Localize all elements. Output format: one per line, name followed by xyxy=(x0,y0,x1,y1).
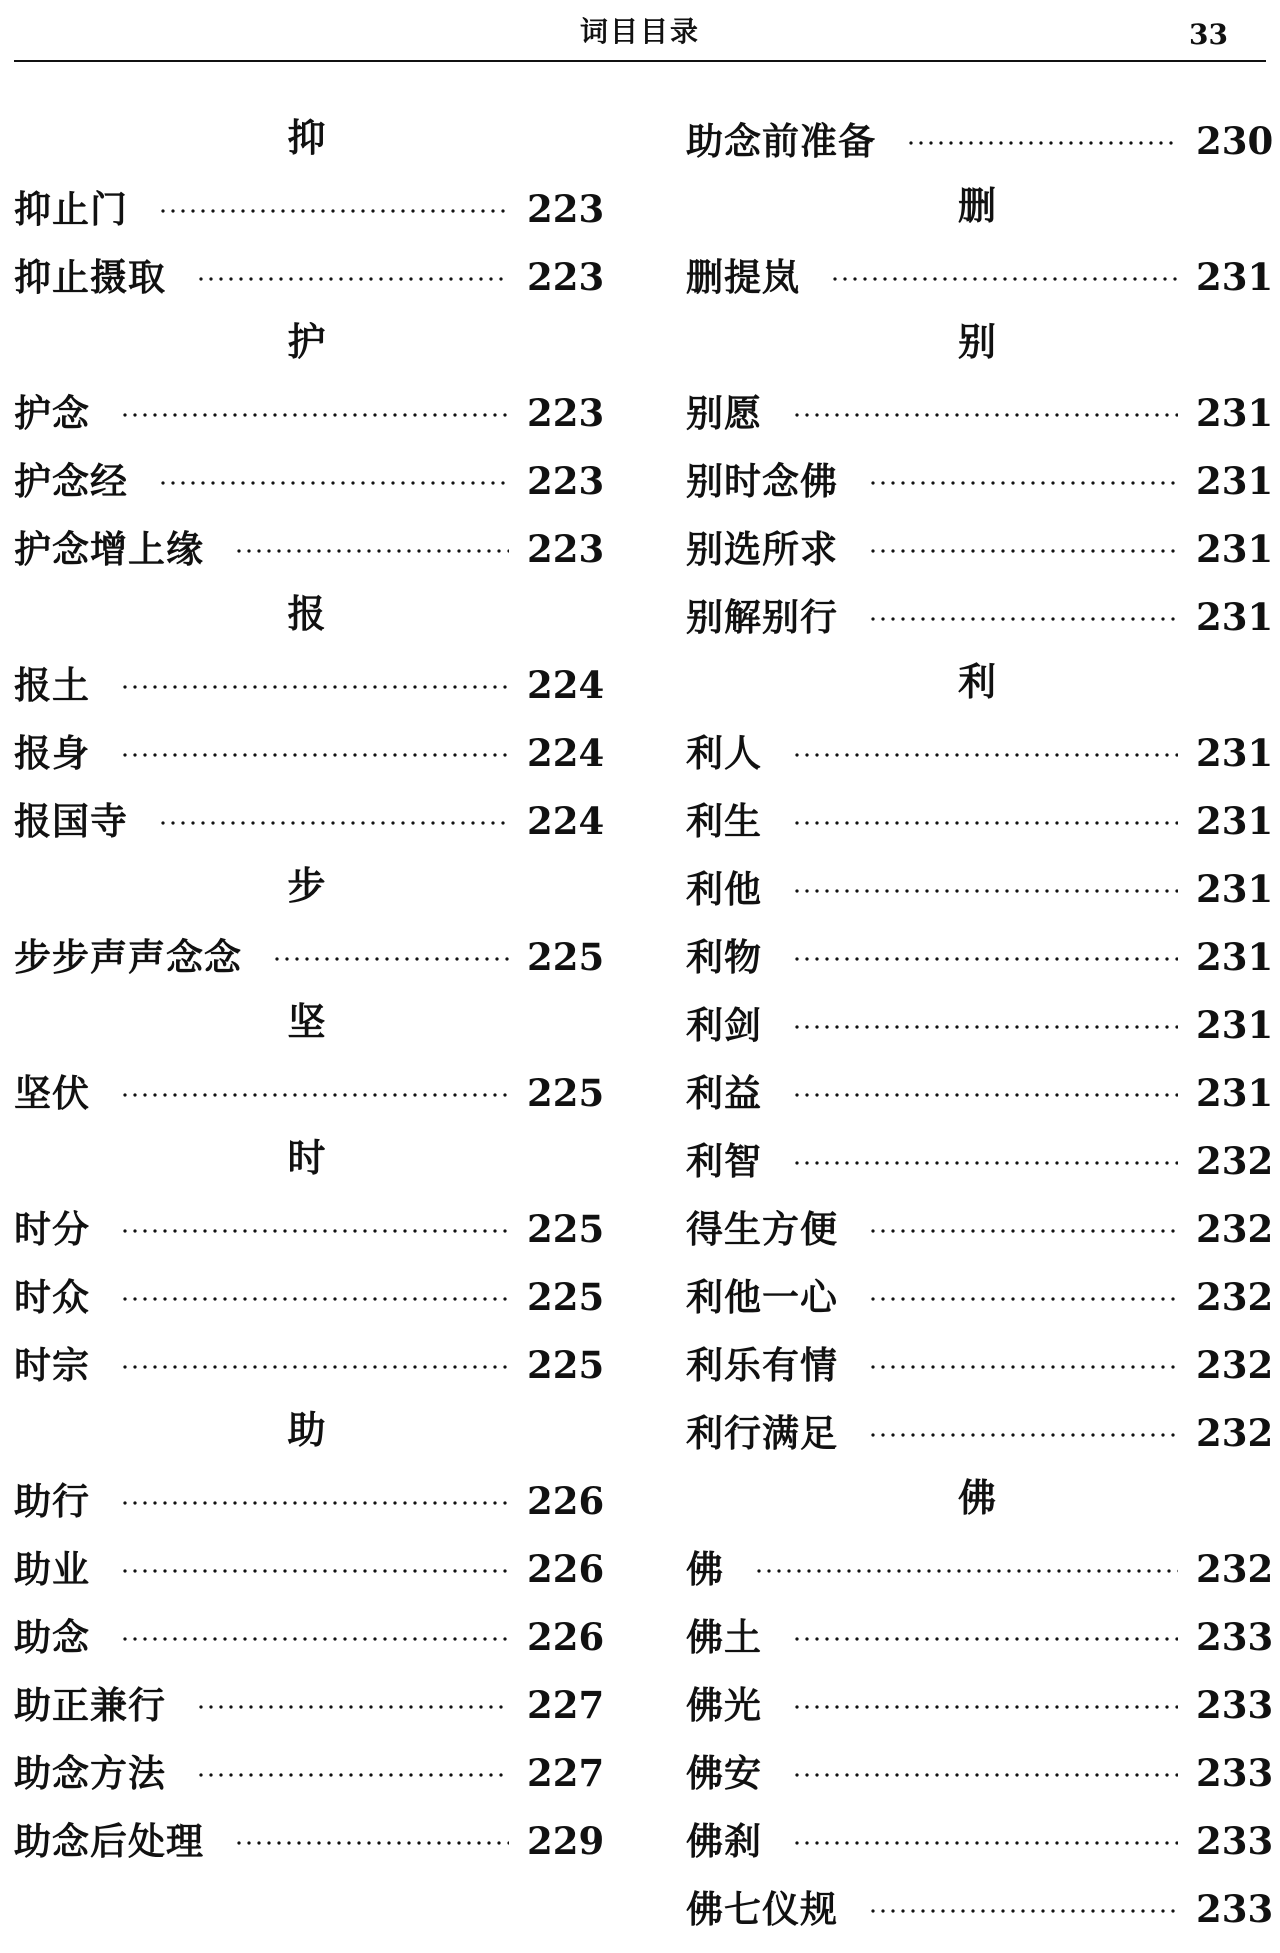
dot-leader xyxy=(792,413,1178,417)
entry-term: 时宗 xyxy=(14,1343,90,1387)
dot-leader xyxy=(120,1365,509,1369)
index-entry xyxy=(14,1668,605,1736)
entry-term: 护念 xyxy=(14,391,90,435)
dot-leader xyxy=(196,1705,509,1709)
index-entry xyxy=(14,1532,605,1600)
dot-leader xyxy=(792,1705,1178,1709)
index-entry xyxy=(686,784,1274,852)
dot-leader xyxy=(868,1433,1178,1437)
entry-term: 利智 xyxy=(686,1139,762,1183)
index-entry xyxy=(14,784,605,852)
entry-page-number: 232 xyxy=(1196,1139,1274,1183)
page-header xyxy=(0,0,1280,62)
entry-page-number: 232 xyxy=(1196,1343,1274,1387)
entry-term: 利剑 xyxy=(686,1003,762,1047)
index-entry xyxy=(14,1736,605,1804)
entry-page-number: 223 xyxy=(527,459,605,503)
dot-leader xyxy=(272,957,509,961)
entry-page-number: 224 xyxy=(527,663,605,707)
dot-leader xyxy=(120,1637,509,1641)
entry-page-number: 233 xyxy=(1196,1819,1274,1863)
index-entry xyxy=(686,376,1274,444)
entry-term: 佛 xyxy=(686,1547,724,1591)
entry-page-number: 233 xyxy=(1196,1751,1274,1795)
dot-leader xyxy=(754,1569,1178,1573)
entry-term: 别解别行 xyxy=(686,595,838,639)
entry-term: 利行满足 xyxy=(686,1411,838,1455)
entry-term: 报土 xyxy=(14,663,90,707)
section-heading: 佛 xyxy=(957,1475,996,1520)
dot-leader xyxy=(792,1773,1178,1777)
entry-page-number: 223 xyxy=(527,255,605,299)
index-entry xyxy=(686,1056,1274,1124)
section-heading: 别 xyxy=(957,319,996,364)
dot-leader xyxy=(868,617,1178,621)
entry-term: 佛安 xyxy=(686,1751,762,1795)
entry-term: 时众 xyxy=(14,1275,90,1319)
entry-page-number: 226 xyxy=(527,1479,605,1523)
dot-leader xyxy=(120,1093,509,1097)
index-entry xyxy=(686,444,1274,512)
entry-page-number: 231 xyxy=(1196,527,1274,571)
entry-page-number: 227 xyxy=(527,1751,605,1795)
right-column xyxy=(686,104,1274,1940)
entry-page-number: 223 xyxy=(527,187,605,231)
entry-page-number: 232 xyxy=(1196,1411,1274,1455)
entry-term: 佛七仪规 xyxy=(686,1887,838,1931)
index-entry xyxy=(14,716,605,784)
dot-leader xyxy=(906,141,1178,145)
dot-leader xyxy=(792,889,1178,893)
entry-term: 助念后处理 xyxy=(14,1819,204,1863)
entry-page-number: 226 xyxy=(527,1547,605,1591)
entry-page-number: 231 xyxy=(1196,867,1274,911)
entry-term: 利人 xyxy=(686,731,762,775)
entry-page-number: 231 xyxy=(1196,391,1274,435)
entry-term: 报身 xyxy=(14,731,90,775)
entry-term: 步步声声念念 xyxy=(14,935,242,979)
entry-page-number: 232 xyxy=(1196,1207,1274,1251)
index-entry xyxy=(14,1804,605,1872)
dot-leader xyxy=(868,549,1178,553)
entry-page-number: 231 xyxy=(1196,935,1274,979)
index-entry xyxy=(686,1396,1274,1464)
section-heading: 助 xyxy=(287,1407,326,1452)
index-entry xyxy=(686,1872,1274,1940)
index-entry xyxy=(14,172,605,240)
index-entry xyxy=(686,716,1274,784)
dot-leader xyxy=(792,1637,1178,1641)
dot-leader xyxy=(792,1161,1178,1165)
dot-leader xyxy=(196,277,509,281)
entry-page-number: 233 xyxy=(1196,1615,1274,1659)
entry-term: 坚伏 xyxy=(14,1071,90,1115)
entry-page-number: 232 xyxy=(1196,1547,1274,1591)
dot-leader xyxy=(120,413,509,417)
entry-page-number: 231 xyxy=(1196,255,1274,299)
dot-leader xyxy=(120,1229,509,1233)
index-entry xyxy=(686,1736,1274,1804)
section-heading: 删 xyxy=(957,183,996,228)
entry-term: 利他一心 xyxy=(686,1275,838,1319)
index-entry xyxy=(14,512,605,580)
index-entry xyxy=(686,1668,1274,1736)
dot-leader xyxy=(234,549,509,553)
dot-leader xyxy=(158,821,509,825)
index-entry xyxy=(14,1192,605,1260)
dot-leader xyxy=(868,1909,1178,1913)
dot-leader xyxy=(234,1841,509,1845)
entry-term: 别时念佛 xyxy=(686,459,838,503)
dot-leader xyxy=(120,1297,509,1301)
entry-term: 利物 xyxy=(686,935,762,979)
entry-term: 别愿 xyxy=(686,391,762,435)
index-entry xyxy=(686,1804,1274,1872)
index-entry xyxy=(686,1600,1274,1668)
entry-page-number: 224 xyxy=(527,799,605,843)
entry-page-number: 225 xyxy=(527,1275,605,1319)
dot-leader xyxy=(868,1365,1178,1369)
entry-page-number: 230 xyxy=(1196,119,1274,163)
index-entry xyxy=(686,580,1274,648)
dot-leader xyxy=(120,1569,509,1573)
dot-leader xyxy=(120,685,509,689)
entry-page-number: 225 xyxy=(527,1343,605,1387)
dot-leader xyxy=(868,1297,1178,1301)
section-heading: 抑 xyxy=(287,115,326,160)
index-entry xyxy=(14,376,605,444)
entry-page-number: 225 xyxy=(527,935,605,979)
entry-page-number: 224 xyxy=(527,731,605,775)
dot-leader xyxy=(792,753,1178,757)
section-heading: 时 xyxy=(287,1135,326,1180)
entry-term: 利乐有情 xyxy=(686,1343,838,1387)
dot-leader xyxy=(792,1841,1178,1845)
dot-leader xyxy=(792,957,1178,961)
index-entry xyxy=(686,1192,1274,1260)
entry-page-number: 225 xyxy=(527,1071,605,1115)
page-title: 词目目录 xyxy=(579,15,700,48)
page-number: 33 xyxy=(1189,18,1228,51)
entry-term: 佛光 xyxy=(686,1683,762,1727)
entry-term: 佛土 xyxy=(686,1615,762,1659)
entry-page-number: 223 xyxy=(527,391,605,435)
entry-term: 助念方法 xyxy=(14,1751,166,1795)
entry-term: 利生 xyxy=(686,799,762,843)
entry-page-number: 231 xyxy=(1196,595,1274,639)
entry-page-number: 231 xyxy=(1196,799,1274,843)
entry-term: 护念增上缘 xyxy=(14,527,204,571)
dot-leader xyxy=(792,1025,1178,1029)
section-heading: 步 xyxy=(287,863,326,908)
entry-page-number: 229 xyxy=(527,1819,605,1863)
dot-leader xyxy=(158,209,509,213)
index-entry xyxy=(686,1124,1274,1192)
entry-term: 抑止摄取 xyxy=(14,255,166,299)
entry-term: 佛刹 xyxy=(686,1819,762,1863)
index-entry xyxy=(686,1260,1274,1328)
index-entry xyxy=(686,1532,1274,1600)
dot-leader xyxy=(868,1229,1178,1233)
section-heading: 坚 xyxy=(287,999,326,1044)
index-entry xyxy=(14,1056,605,1124)
dot-leader xyxy=(792,821,1178,825)
index-entry xyxy=(686,988,1274,1056)
index-entry xyxy=(14,240,605,308)
entry-page-number: 231 xyxy=(1196,1003,1274,1047)
index-entry xyxy=(686,512,1274,580)
index-entry xyxy=(14,1464,605,1532)
entry-page-number: 233 xyxy=(1196,1887,1274,1931)
entry-page-number: 231 xyxy=(1196,1071,1274,1115)
entry-term: 助念前准备 xyxy=(686,119,876,163)
entry-page-number: 223 xyxy=(527,527,605,571)
dot-leader xyxy=(158,481,509,485)
entry-term: 助念 xyxy=(14,1615,90,1659)
dot-leader xyxy=(120,1501,509,1505)
entry-page-number: 233 xyxy=(1196,1683,1274,1727)
entry-term: 抑止门 xyxy=(14,187,128,231)
dot-leader xyxy=(120,753,509,757)
index-entry xyxy=(14,1328,605,1396)
section-heading: 利 xyxy=(957,659,996,704)
index-entry xyxy=(686,1328,1274,1396)
entry-term: 删提岚 xyxy=(686,255,800,299)
entry-term: 助行 xyxy=(14,1479,90,1523)
index-entry xyxy=(686,240,1274,308)
entry-page-number: 225 xyxy=(527,1207,605,1251)
entry-term: 别选所求 xyxy=(686,527,838,571)
entry-term: 得生方便 xyxy=(686,1207,838,1251)
index-entry xyxy=(14,444,605,512)
index-entry xyxy=(686,920,1274,988)
entry-term: 护念经 xyxy=(14,459,128,503)
index-entry xyxy=(14,1260,605,1328)
index-entry xyxy=(14,920,605,988)
dot-leader xyxy=(196,1773,509,1777)
entry-page-number: 226 xyxy=(527,1615,605,1659)
section-heading: 报 xyxy=(287,591,326,636)
entry-term: 利他 xyxy=(686,867,762,911)
entry-term: 利益 xyxy=(686,1071,762,1115)
entry-term: 助业 xyxy=(14,1547,90,1591)
dot-leader xyxy=(792,1093,1178,1097)
dot-leader xyxy=(868,481,1178,485)
index-entry xyxy=(14,648,605,716)
entry-term: 时分 xyxy=(14,1207,90,1251)
index-entry xyxy=(14,1600,605,1668)
entry-page-number: 231 xyxy=(1196,731,1274,775)
index-entry xyxy=(686,104,1274,172)
dot-leader xyxy=(830,277,1178,281)
entry-page-number: 227 xyxy=(527,1683,605,1727)
entry-term: 报国寺 xyxy=(14,799,128,843)
section-heading: 护 xyxy=(287,319,326,364)
header-rule xyxy=(14,60,1266,62)
entry-page-number: 231 xyxy=(1196,459,1274,503)
entry-page-number: 232 xyxy=(1196,1275,1274,1319)
index-entry xyxy=(686,852,1274,920)
entry-term: 助正兼行 xyxy=(14,1683,166,1727)
left-column xyxy=(14,104,605,1872)
